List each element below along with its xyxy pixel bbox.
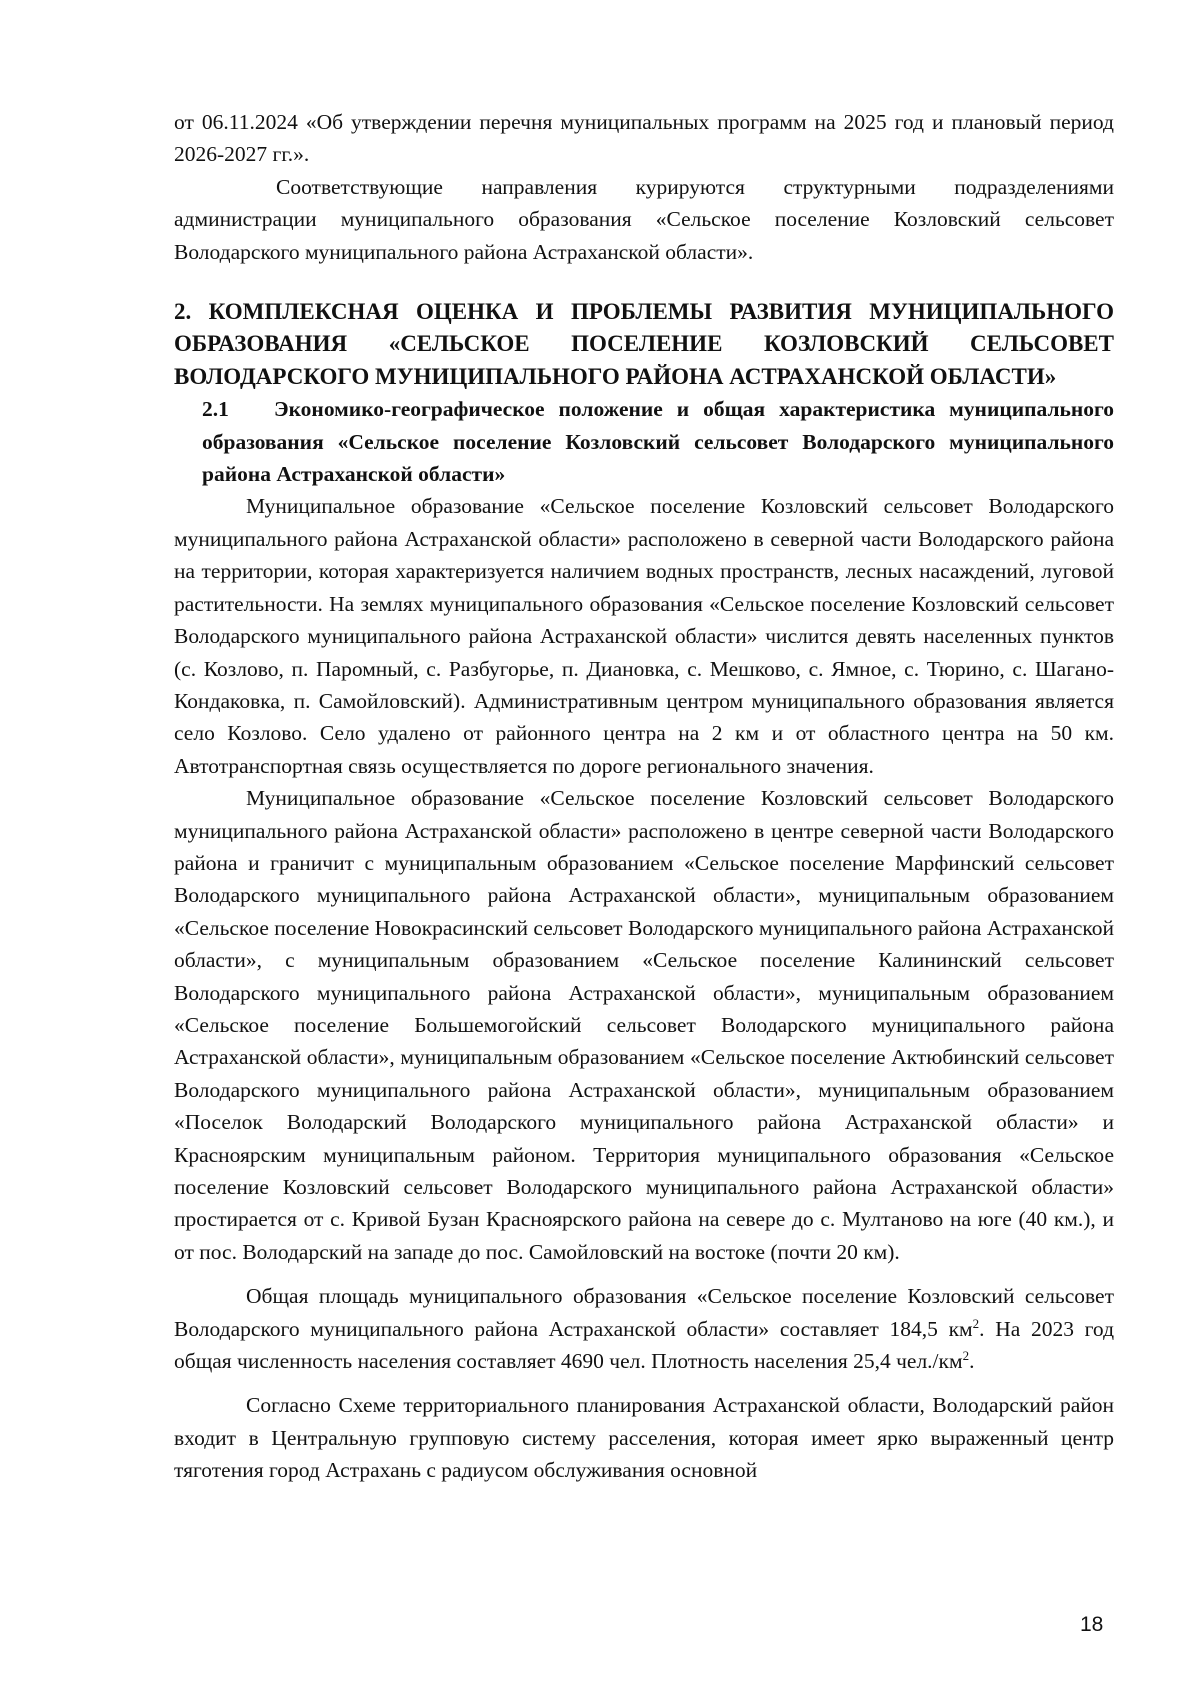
- paragraph-continued: от 06.11.2024 «Об утверждении перечня муниципальных программ на 2025 год и плановый период 2026-2027 гг.».: [174, 110, 1114, 167]
- subsection-number: 2.1: [202, 397, 229, 422]
- paragraph-location: Муниципальное образование «Сельское поселение Козловский сельсовет Володарского муниципального района Астраханской области» расположено в северной части Володарского района на территории, которая характеризуется наличием водных пространств, лесных насаждений, луговой растительности. На землях муниципального образования «Сельское поселение Козловский сельсовет Володарского муниципального района Астраханской области» числится девять населенных пунктов (с. Козлово, п. Паромный, с. Разбугорье, п. Диановка, с. Мешково, с. Ямное, с. Тюрино, с. Шагано-Кондаковка, п. Самойловский). Административным центром муниципального образования является село Козлово. Село удалено от районного центра на 2 км и от областного центра на 50 км. Автотранспортная связь осуществляется по дороге регионального значения.: [174, 494, 1114, 778]
- superscript-2: 2: [962, 1348, 970, 1364]
- area-text-c: .: [969, 1349, 975, 1374]
- paragraph-settlement-scheme: Согласно Схеме территориального планирования Астраханской области, Володарский район входит в Центральную групповую систему расселения, которая имеет ярко выраженный центр тяготения город Астрахань с радиусом обслуживания основной: [174, 1393, 1114, 1483]
- subsection-heading: [174, 393, 1114, 490]
- section-heading: 2. КОМПЛЕКСНАЯ ОЦЕНКА И ПРОБЛЕМЫ РАЗВИТИЯ МУНИЦИПАЛЬНОГО ОБРАЗОВАНИЯ «СЕЛЬСКОЕ ПОСЕЛЕНИЕ КОЗЛОВСКИЙ СЕЛЬСОВЕТ ВОЛОДАРСКОГО МУНИЦИПАЛЬНОГО РАЙОНА АСТРАХАНСКОЙ ОБЛАСТИ»: [174, 299, 1114, 389]
- superscript-2: 2: [972, 1315, 980, 1331]
- area-text-a: Общая площадь муниципального образования «Сельское поселение Козловский сельсовет Володарского муниципального района Астраханской области» составляет 184,5 км: [174, 1284, 1114, 1341]
- page-number: 18: [1080, 1613, 1104, 1636]
- area-text-b: . На 2023 год общая численность населения составляет 4690 чел. Плотность населения 25,4 чел./км: [174, 1316, 1115, 1374]
- subsection-title: Экономико-географическое положение и общая характеристика муниципального образования «Сельское поселение Козловский сельсовет Володарского муниципального района Астраханской области»: [202, 397, 1114, 487]
- paragraph-borders: Муниципальное образование «Сельское поселение Козловский сельсовет Володарского муниципального района Астраханской области» расположено в центре северной части Володарского района и граничит с муниципальным образованием «Сельское поселение Марфинский сельсовет Володарского муниципального района Астраханской области», муниципальным образованием «Сельское поселение Новокрасинский сельсовет Володарского муниципального района Астраханской области», с муниципальным образованием «Сельское поселение Калининский сельсовет Володарского муниципального района Астраханской области», муниципальным образованием «Сельское поселение Большемогойский сельсовет Володарского муниципального района Астраханской области», муниципальным образованием «Сельское поселение Актюбинский сельсовет Володарского муниципального района Астраханской области», муниципальным образованием «Поселок Володарский Володарского муниципального района Астраханской области» и Красноярским муниципальным районом. Территория муниципального образования «Сельское поселение Козловский сельсовет Володарского муниципального района Астраханской области» простирается от с. Кривой Бузан Красноярского района на севере до с. Мултаново на юге (40 км.), и от пос. Володарский на западе до пос. Самойловский на востоке (почти 20 км).: [174, 786, 1114, 1264]
- paragraph-area: [174, 1280, 1114, 1377]
- paragraph-responsibility: Соответствующие направления курируются структурными подразделениями администрации муниципального образования «Сельское поселение Козловский сельсовет Володарского муниципального района Астраханской области».: [174, 174, 1114, 264]
- page-body: [174, 106, 1114, 1487]
